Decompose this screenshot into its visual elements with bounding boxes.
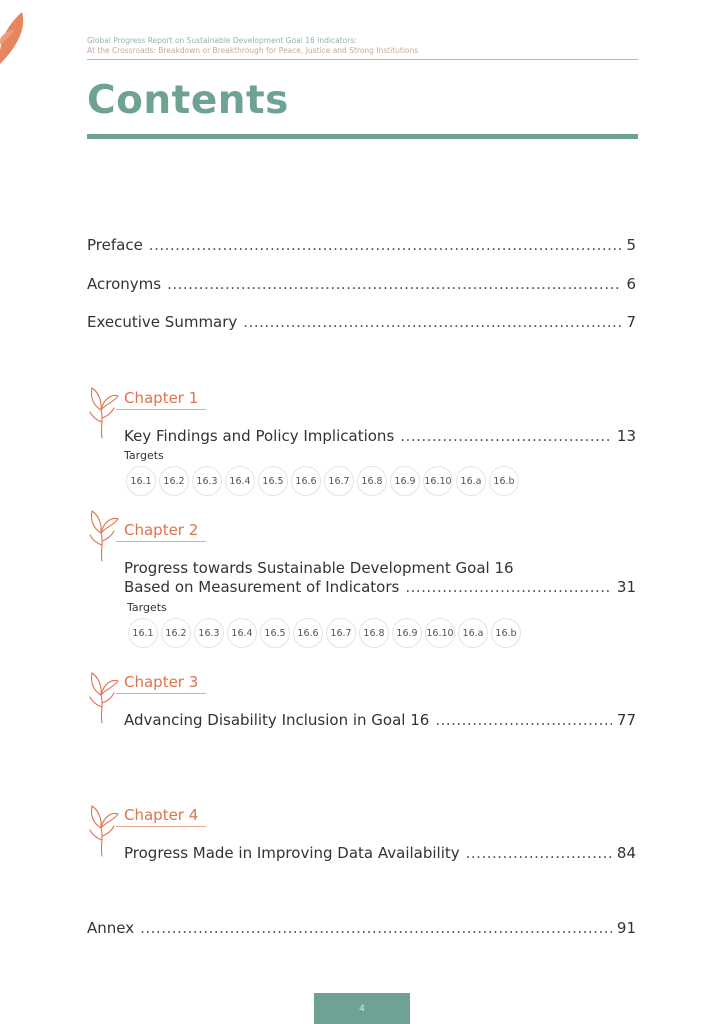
target-pills-chapter-2 [128,618,521,648]
toc-label: Based on Measurement of Indicators [124,578,400,596]
dove-plant-icon [86,505,120,563]
corner-leaf-icon [0,6,30,66]
toc-leader [167,275,621,293]
chapter-3-label[interactable]: Chapter 3 [116,673,206,694]
toc-leader [405,578,612,596]
target-pill[interactable]: 16.8 [357,466,387,496]
page-number-tab [314,993,410,1024]
toc-entry-chapter-4[interactable] [124,844,636,862]
targets-label: Targets [127,601,167,614]
toc-entry-chapter-1[interactable] [124,427,636,445]
toc-page: 6 [626,275,636,293]
toc-page: 77 [616,711,636,729]
target-pill[interactable]: 16.2 [159,466,189,496]
page-title: Contents [87,78,289,123]
toc-leader [400,427,612,445]
toc-entry-chapter-2[interactable] [124,578,636,596]
target-pill[interactable]: 16.3 [194,618,224,648]
toc-label: Annex [87,919,135,937]
target-pill[interactable]: 16.7 [326,618,356,648]
toc-page: 13 [616,427,636,445]
toc-page: 84 [616,844,636,862]
chapter-2-label[interactable]: Chapter 2 [116,521,206,542]
title-rule [87,134,638,139]
target-pill[interactable]: 16.1 [128,618,158,648]
toc-label: Advancing Disability Inclusion in Goal 16 [124,711,430,729]
dove-plant-icon [86,382,120,440]
toc-page: 31 [616,578,636,596]
page-number: 4 [359,1003,365,1014]
toc-entry-executive-summary[interactable] [87,313,636,331]
target-pill[interactable]: 16.5 [258,466,288,496]
toc-entry-annex[interactable] [87,919,636,937]
toc-label: Preface [87,236,143,254]
target-pill[interactable]: 16.3 [192,466,222,496]
target-pill[interactable]: 16.5 [260,618,290,648]
target-pill[interactable]: 16.4 [225,466,255,496]
toc-leader [243,313,621,331]
toc-entry-acronyms[interactable] [87,275,636,293]
target-pill[interactable]: 16.9 [390,466,420,496]
toc-leader [149,236,622,254]
target-pill[interactable]: 16.9 [392,618,422,648]
toc-page: 5 [626,236,636,254]
toc-leader [435,711,612,729]
toc-leader [140,919,612,937]
header-line-1: Global Progress Report on Sustainable Development Goal 16 Indicators: [87,36,357,45]
target-pill[interactable]: 16.4 [227,618,257,648]
target-pill[interactable]: 16.10 [423,466,453,496]
target-pill[interactable]: 16.a [458,618,488,648]
target-pill[interactable]: 16.6 [291,466,321,496]
chapter-2-title-line-1[interactable]: Progress towards Sustainable Development Goal 16 [124,559,514,577]
toc-label: Progress Made in Improving Data Availability [124,844,460,862]
chapter-4-label[interactable]: Chapter 4 [116,806,206,827]
target-pill[interactable]: 16.2 [161,618,191,648]
target-pill[interactable]: 16.10 [425,618,455,648]
toc-entry-chapter-3[interactable] [124,711,636,729]
header-line-2: At the Crossroads: Breakdown or Breakthrough for Peace, Justice and Strong Institutions [87,46,419,55]
target-pill[interactable]: 16.8 [359,618,389,648]
target-pill[interactable]: 16.a [456,466,486,496]
target-pills-chapter-1 [126,466,519,496]
toc-page: 91 [616,919,636,937]
target-pill[interactable]: 16.7 [324,466,354,496]
running-header [87,36,638,60]
chapter-1-label[interactable]: Chapter 1 [116,389,206,410]
toc-label: Executive Summary [87,313,238,331]
target-pill[interactable]: 16.1 [126,466,156,496]
toc-page: 7 [626,313,636,331]
target-pill[interactable]: 16.b [489,466,519,496]
targets-label: Targets [124,449,164,462]
toc-leader [466,844,612,862]
target-pill[interactable]: 16.6 [293,618,323,648]
toc-label: Key Findings and Policy Implications [124,427,395,445]
toc-entry-preface[interactable] [87,236,636,254]
target-pill[interactable]: 16.b [491,618,521,648]
dove-plant-icon [86,800,120,858]
toc-label: Acronyms [87,275,162,293]
dove-plant-icon [86,667,120,725]
